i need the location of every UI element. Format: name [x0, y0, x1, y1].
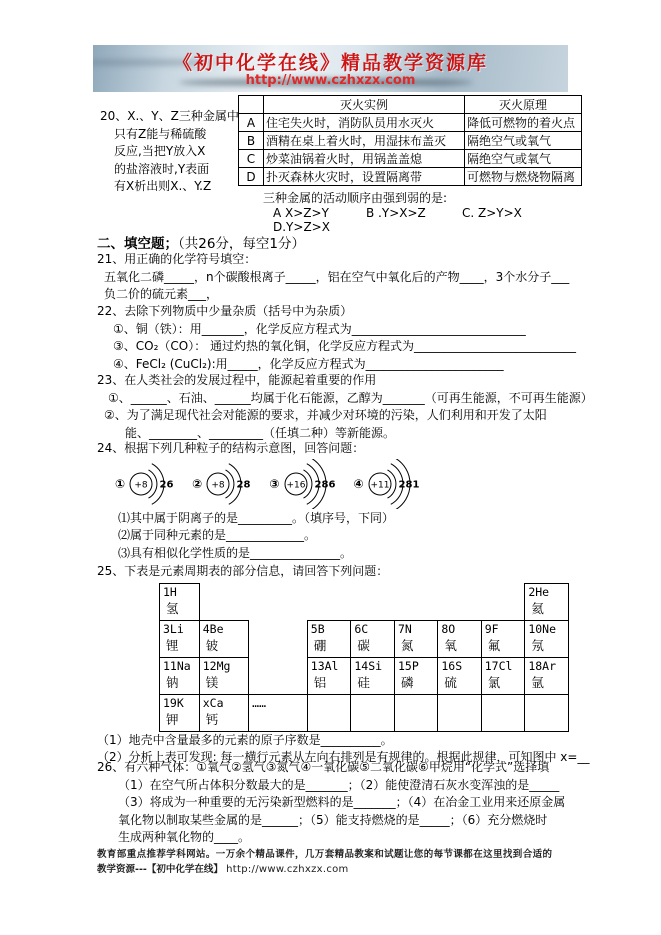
question-21 — [97, 251, 569, 304]
section-2-header — [97, 232, 305, 252]
svg-text:6: 6 — [166, 479, 174, 490]
question-21-line: 负二价的硫元素___， — [104, 287, 219, 301]
extinguish-table-body — [239, 114, 582, 186]
svg-text:1: 1 — [412, 479, 420, 490]
svg-text:6: 6 — [328, 479, 335, 490]
element-symbol: 11Na — [163, 658, 191, 673]
question-20-table-wrap — [238, 95, 582, 234]
periodic-table-row — [160, 657, 569, 694]
periodic-table-element-cell — [438, 620, 481, 657]
question-26-line: 氧化物以制取某些金属的是______；（5）能支持燃烧的是_____；（6）充分燃烧时 — [118, 812, 548, 827]
footer-promo-text: 教育部重点推荐学科网站。一万余个精品课件，几万套精品教案和试题让您的每节课都在这里找到合适的 — [97, 849, 553, 860]
periodic-table-element-cell — [199, 620, 248, 657]
svg-text:8: 8 — [405, 479, 413, 490]
footer-url: http://www.czhxzx.com — [226, 864, 349, 875]
element-symbol: 14Si — [354, 658, 383, 673]
element-name: 氢 — [166, 600, 179, 616]
periodic-table-element-cell — [160, 657, 200, 694]
svg-text:+11: +11 — [370, 480, 390, 490]
extinguish-table-header-cell: 灭火实例 — [264, 96, 465, 114]
extinguish-table-cell: 隔绝空气或氧气 — [465, 150, 582, 168]
element-symbol: 17Cl — [484, 658, 513, 673]
question-23-line: ②、为了满足现代社会对能源的要求，并减少对环境的污染，人们利用和开发了太阳 — [104, 408, 547, 422]
question-24-title: 24、根据下列几种粒子的结构示意图，回答问题： — [97, 441, 365, 455]
element-name: 镁 — [205, 674, 219, 690]
periodic-table-empty-cell — [307, 694, 351, 731]
element-name: 钾 — [166, 711, 179, 727]
question-20-stem — [100, 95, 238, 234]
question-26-line: （1）在空气所占体积分数最大的是_______；（2）能使澄清石灰水变浑浊的是_____ — [118, 777, 560, 792]
element-name: 氟 — [487, 637, 501, 653]
question-24-line: ⑴其中属于阴离子的是_________。（填序号，下同） — [118, 510, 395, 525]
answer-option: C. Z>Y>X — [462, 206, 522, 220]
periodic-table-element-cell — [307, 620, 351, 657]
element-symbol: 3Li — [163, 621, 184, 636]
answer-option: B .Y>X>Z — [366, 206, 426, 220]
periodic-table-element-cell — [438, 657, 481, 694]
element-name: 氖 — [531, 637, 544, 653]
periodic-table-element-cell — [394, 620, 437, 657]
question-20-options — [238, 206, 582, 234]
question-21-line: 五氧化二磷_____，n个碳酸根离子_____，铝在空气中氧化后的产物____，3个水分子___ — [104, 269, 570, 284]
element-name: 硫 — [444, 674, 457, 690]
element-name: 锂 — [166, 637, 179, 653]
periodic-table-gap — [249, 583, 308, 620]
periodic-table-gap — [307, 583, 351, 620]
element-symbol: 9F — [484, 621, 499, 636]
element-name: 氯 — [487, 674, 501, 690]
svg-text:2: 2 — [398, 479, 406, 490]
footer-source-name: 教学资源---【初中化学在线】 — [97, 864, 223, 875]
periodic-table-gap — [351, 583, 395, 620]
element-symbol: xCa — [202, 695, 224, 710]
table-row — [239, 150, 582, 168]
question-25-line: （2）分析上表可发现: 每一横行元素从左向右排列是有规律的。根据此规律，可知图中 x=__ — [97, 750, 590, 764]
element-symbol: 5B — [310, 621, 325, 636]
particle-label: ② — [192, 476, 203, 491]
table-row — [239, 132, 582, 150]
atom-structure-icon — [281, 459, 348, 509]
element-symbol: 4Be — [202, 621, 224, 636]
periodic-table-empty-cell — [438, 694, 481, 731]
question-21-line: 21、用正确的化学符号填空： — [97, 252, 257, 266]
question-24-line: ⑵属于同种元素的是_____________。 — [118, 528, 317, 542]
extinguish-table-cell: C — [239, 150, 264, 168]
periodic-table-empty-cell — [351, 694, 395, 731]
periodic-table-empty-cell — [525, 694, 569, 731]
table-row — [239, 168, 582, 186]
question-26-line: （3）将成为一种重要的无污染新型燃料的是_______；（4）在冶金工业用来还原金属 — [118, 795, 566, 809]
question-20 — [100, 95, 576, 234]
question-20-stem-line: 有X析出则X.、Y.Z — [114, 179, 212, 193]
banner-title: 《初中化学在线》精品教学资源库 — [172, 52, 488, 74]
periodic-table-gap — [394, 583, 437, 620]
page-footer — [97, 847, 569, 877]
element-name: 钙 — [205, 711, 219, 727]
svg-text:2: 2 — [159, 479, 167, 490]
element-symbol: 1H — [163, 584, 177, 599]
periodic-table-element-cell — [351, 620, 395, 657]
particle-diagram-4 — [354, 459, 432, 509]
extinguish-table-header-row — [239, 96, 582, 114]
periodic-table-dots-cell — [249, 694, 308, 731]
periodic-table-element-cell — [394, 657, 437, 694]
question-26-line: 生成两种氧化物的____。 — [118, 830, 251, 844]
question-24-line: ⑶具有相似化学性质的是_______________。 — [118, 545, 353, 560]
periodic-table-empty-cell — [394, 694, 437, 731]
extinguish-table — [238, 95, 582, 186]
element-name: 硼 — [313, 637, 327, 653]
particle-diagram-3 — [269, 459, 347, 509]
periodic-table-element-cell — [351, 657, 395, 694]
svg-text:2: 2 — [314, 479, 321, 490]
question-24 — [97, 440, 569, 562]
element-name: 氧 — [444, 637, 457, 653]
periodic-table-body — [160, 583, 569, 731]
extinguish-table-cell: D — [239, 168, 264, 186]
question-20-stem-line: 只有Z能与稀硫酸 — [114, 126, 207, 141]
answer-option: D.Y>Z>X — [273, 220, 330, 234]
question-22-line: ①、铜（铁）：用_______，化学反应方程式为_____________________________ — [113, 321, 526, 336]
periodic-table-row — [160, 583, 569, 620]
periodic-table-element-cell — [525, 657, 569, 694]
periodic-table-element-cell — [199, 657, 248, 694]
question-26-line: 26、有六种气体：①氧气②氢气③氮气④一氧化碳⑤二氧化碳⑥甲烷用“化学式”选择填 — [97, 760, 550, 774]
periodic-table-element-cell — [525, 583, 569, 620]
svg-text:+16: +16 — [286, 480, 306, 490]
periodic-table-gap — [438, 583, 481, 620]
atom-structure-icon — [126, 459, 186, 509]
periodic-table-element-cell — [199, 694, 248, 731]
site-banner — [93, 45, 568, 92]
extinguish-table-cell: 可燃物与燃烧物隔离 — [465, 168, 582, 186]
extinguish-table-cell: 炒菜油锅着火时，用锅盖盖熄 — [264, 150, 465, 168]
periodic-table-element-cell — [160, 583, 200, 620]
question-25 — [97, 563, 590, 767]
question-20-followup: 三种金属的活动顺序由强到弱的是: — [263, 191, 448, 205]
element-symbol: 7N — [397, 621, 412, 636]
question-26 — [97, 759, 569, 847]
question-20-stem-line: 20、X.、Y、Z三种金属中 — [100, 109, 239, 123]
extinguish-table-header — [239, 96, 582, 114]
svg-text:8: 8 — [321, 479, 328, 490]
element-symbol: 18Ar — [528, 658, 557, 673]
element-name: 铝 — [313, 674, 327, 690]
periodic-table-element-cell — [160, 620, 200, 657]
extinguish-table-cell: 扑灭森林火灾时，设置隔离带 — [264, 168, 465, 186]
extinguish-table-cell: 降低可燃物的着火点 — [465, 114, 582, 132]
extinguish-table-header-cell — [239, 96, 264, 114]
extinguish-table-cell: 酒精在桌上着火时，用湿抹布盖灭 — [264, 132, 465, 150]
periodic-table-gap — [481, 583, 525, 620]
periodic-table-row — [160, 694, 569, 731]
question-25-title: 25、下表是元素周期表的部分信息，请回答下列问题： — [97, 564, 389, 578]
element-name: 硅 — [357, 674, 370, 690]
element-symbol: 2He — [528, 584, 550, 599]
svg-text:2: 2 — [236, 479, 244, 490]
periodic-table-gap — [249, 620, 308, 657]
question-23 — [97, 372, 593, 442]
question-20-stem-line: 反应,当把Y放入X — [114, 144, 206, 158]
question-24-subquestions — [97, 510, 569, 563]
element-name: 碳 — [357, 637, 370, 653]
element-symbol: 15P — [397, 658, 419, 673]
particle-label: ① — [115, 476, 126, 491]
svg-text:+8: +8 — [134, 480, 148, 490]
element-symbol: 16S — [441, 658, 463, 673]
element-symbol: 10Ne — [528, 621, 557, 636]
particle-diagram-2 — [192, 459, 263, 509]
element-symbol: 6C — [354, 621, 369, 636]
question-22 — [97, 303, 577, 373]
svg-text:+8: +8 — [211, 480, 225, 490]
section-2-score-note: （共26分，每空1分） — [178, 236, 306, 252]
question-25-line: （1）地壳中含量最多的元素的原子序数是__________。 — [97, 732, 393, 747]
particle-label: ④ — [353, 476, 364, 491]
footer-source-line — [97, 862, 569, 877]
element-symbol: 13Al — [310, 658, 339, 673]
extinguish-table-cell: A — [239, 114, 264, 132]
extinguish-table-cell: B — [239, 132, 264, 150]
element-name: 氩 — [531, 674, 544, 690]
periodic-table-element-cell — [525, 620, 569, 657]
answer-option: A X>Z>Y — [273, 206, 329, 220]
particle-diagrams — [97, 458, 569, 510]
question-23-line: 23、在人类社会的发展过程中，能源起着重要的作用 — [97, 373, 377, 387]
banner-url: http://www.czhxzx.com — [245, 73, 416, 88]
periodic-table-element-cell — [481, 657, 525, 694]
element-name: 氦 — [531, 600, 544, 616]
element-name: 钠 — [166, 674, 179, 690]
extinguish-table-header-cell: 灭火原理 — [465, 96, 582, 114]
element-symbol: 19K — [163, 695, 184, 710]
element-name: 氮 — [400, 637, 414, 653]
table-row — [239, 114, 582, 132]
question-22-line: ④、FeCl₂ (CuCl₂):用_____，化学反应方程式为_______________________ — [113, 356, 504, 371]
periodic-table-element-cell — [481, 620, 525, 657]
particle-diagram-1 — [115, 459, 186, 509]
question-23-line: ①、______、石油、______均属于化石能源，乙醇为_______（可再生能源，不可再生能源） — [108, 390, 593, 405]
element-symbol: 8O — [441, 621, 456, 636]
element-name: 铍 — [205, 637, 219, 653]
periodic-table — [159, 583, 569, 732]
section-2-title: 二、填空题； — [97, 236, 178, 252]
periodic-table-row — [160, 620, 569, 657]
question-22-line: ③、CO₂（CO）： 通过灼热的氧化铜，化学反应方程式为___________________________ — [113, 339, 577, 353]
periodic-table-gap — [199, 583, 248, 620]
periodic-table-element-cell — [307, 657, 351, 694]
question-20-stem-line: 的盐溶液时,Y表面 — [114, 161, 210, 176]
extinguish-table-cell: 住宅失火时，消防队员用水灭火 — [264, 114, 465, 132]
atom-structure-icon — [365, 459, 432, 509]
periodic-table-element-cell — [160, 694, 200, 731]
element-symbol: 12Mg — [202, 658, 231, 673]
periodic-table-empty-cell — [481, 694, 525, 731]
question-23-line: 能、________、_________（任填二种）等新能源。 — [125, 425, 396, 440]
question-22-line: 22、去除下列物质中少量杂质（括号中为杂质） — [97, 304, 353, 318]
periodic-table-gap — [249, 657, 308, 694]
atom-structure-icon — [203, 459, 263, 509]
extinguish-table-cell: 隔绝空气或氧气 — [465, 132, 582, 150]
element-name: 磷 — [400, 674, 414, 690]
element-dots: …… — [252, 695, 266, 710]
svg-text:8: 8 — [243, 479, 251, 490]
particle-label: ③ — [269, 476, 280, 491]
